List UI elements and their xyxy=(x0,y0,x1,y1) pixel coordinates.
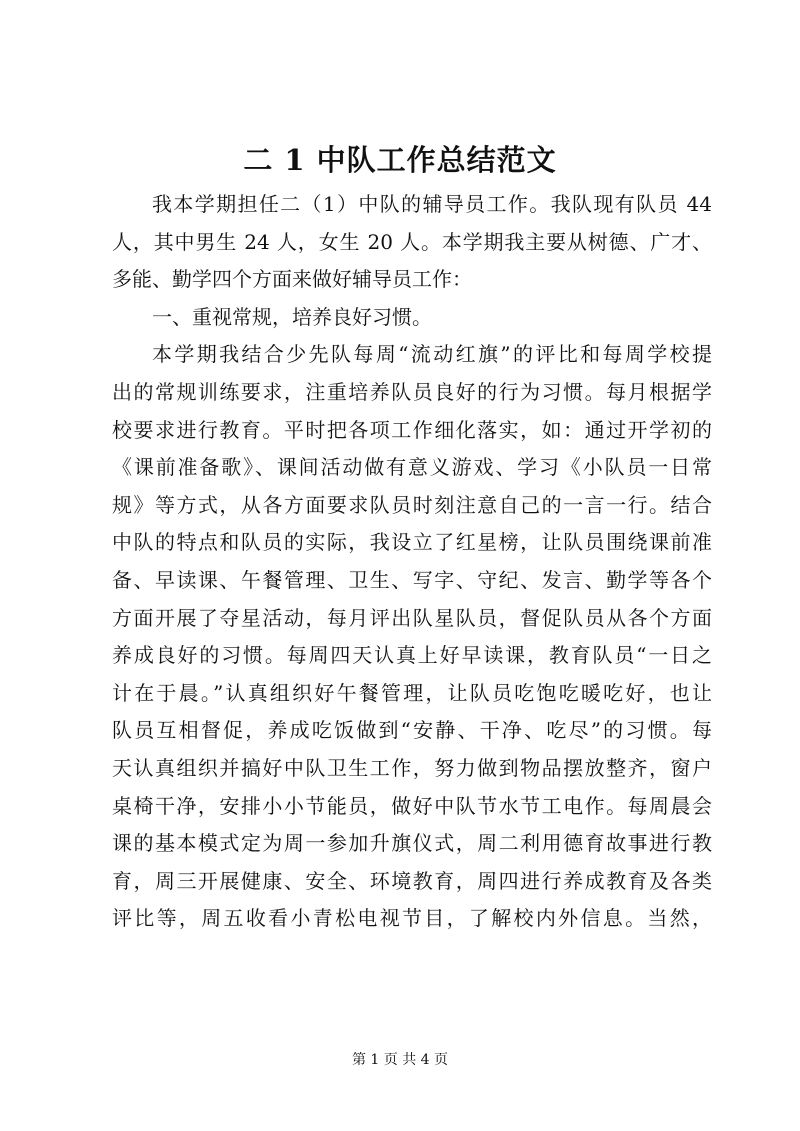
paragraph-line: 出的常规训练要求，注重培养队员良好的行为习惯。每月根据学 xyxy=(112,379,712,404)
paragraph-line: 《课前准备歌》、课间活动做有意义游戏、学习《小队员一日常 xyxy=(112,455,712,480)
paragraph-line: 校要求进行教育。平时把各项工作细化落实，如：通过开学初的 xyxy=(112,417,712,442)
paragraph-line: 课的基本模式定为周一参加升旗仪式，周二利用德育故事进行教 xyxy=(112,831,712,856)
page-footer: 第 1 页 共 4 页 xyxy=(351,1052,449,1068)
paragraph-line: 本学期我结合少先队每周“流动红旗”的评比和每周学校提 xyxy=(152,342,712,367)
section-heading: 一、重视常规，培养良好习惯。 xyxy=(152,304,432,329)
document-title: 二 1 中队工作总结范文 xyxy=(243,143,557,177)
paragraph-line: 多能、勤学四个方面来做好辅导员工作： xyxy=(112,267,472,292)
paragraph-line: 评比等，周五收看小青松电视节目，了解校内外信息。当然， xyxy=(112,906,712,931)
paragraph-line: 育，周三开展健康、安全、环境教育，周四进行养成教育及各类 xyxy=(112,868,712,893)
paragraph-line: 天认真组织并搞好中队卫生工作，努力做到物品摆放整齐，窗户 xyxy=(112,755,712,780)
paragraph-line: 方面开展了夺星活动，每月评出队星队员，督促队员从各个方面 xyxy=(112,605,712,630)
document-body xyxy=(112,186,712,938)
paragraph-line: 养成良好的习惯。每周四天认真上好早读课，教育队员“一日之 xyxy=(112,643,712,668)
paragraph-line: 人，其中男生 24 人，女生 20 人。本学期我主要从树德、广才、 xyxy=(112,229,712,254)
paragraph-line: 计在于晨。”认真组织好午餐管理，让队员吃饱吃暖吃好，也让 xyxy=(112,680,712,705)
paragraph-line: 桌椅干净，安排小小节能员，做好中队节水节工电作。每周晨会 xyxy=(112,793,712,818)
paragraph-line: 队员互相督促，养成吃饭做到“安静、干净、吃尽”的习惯。每 xyxy=(112,718,712,743)
paragraph-line: 备、早读课、午餐管理、卫生、写字、守纪、发言、勤学等各个 xyxy=(112,567,712,592)
paragraph-line: 规》等方式，从各方面要求队员时刻注意自己的一言一行。结合 xyxy=(112,492,712,517)
paragraph-line: 中队的特点和队员的实际，我设立了红星榜，让队员围绕课前准 xyxy=(112,530,712,555)
paragraph-line: 我本学期担任二（1）中队的辅导员工作。我队现有队员 44 xyxy=(152,192,712,216)
